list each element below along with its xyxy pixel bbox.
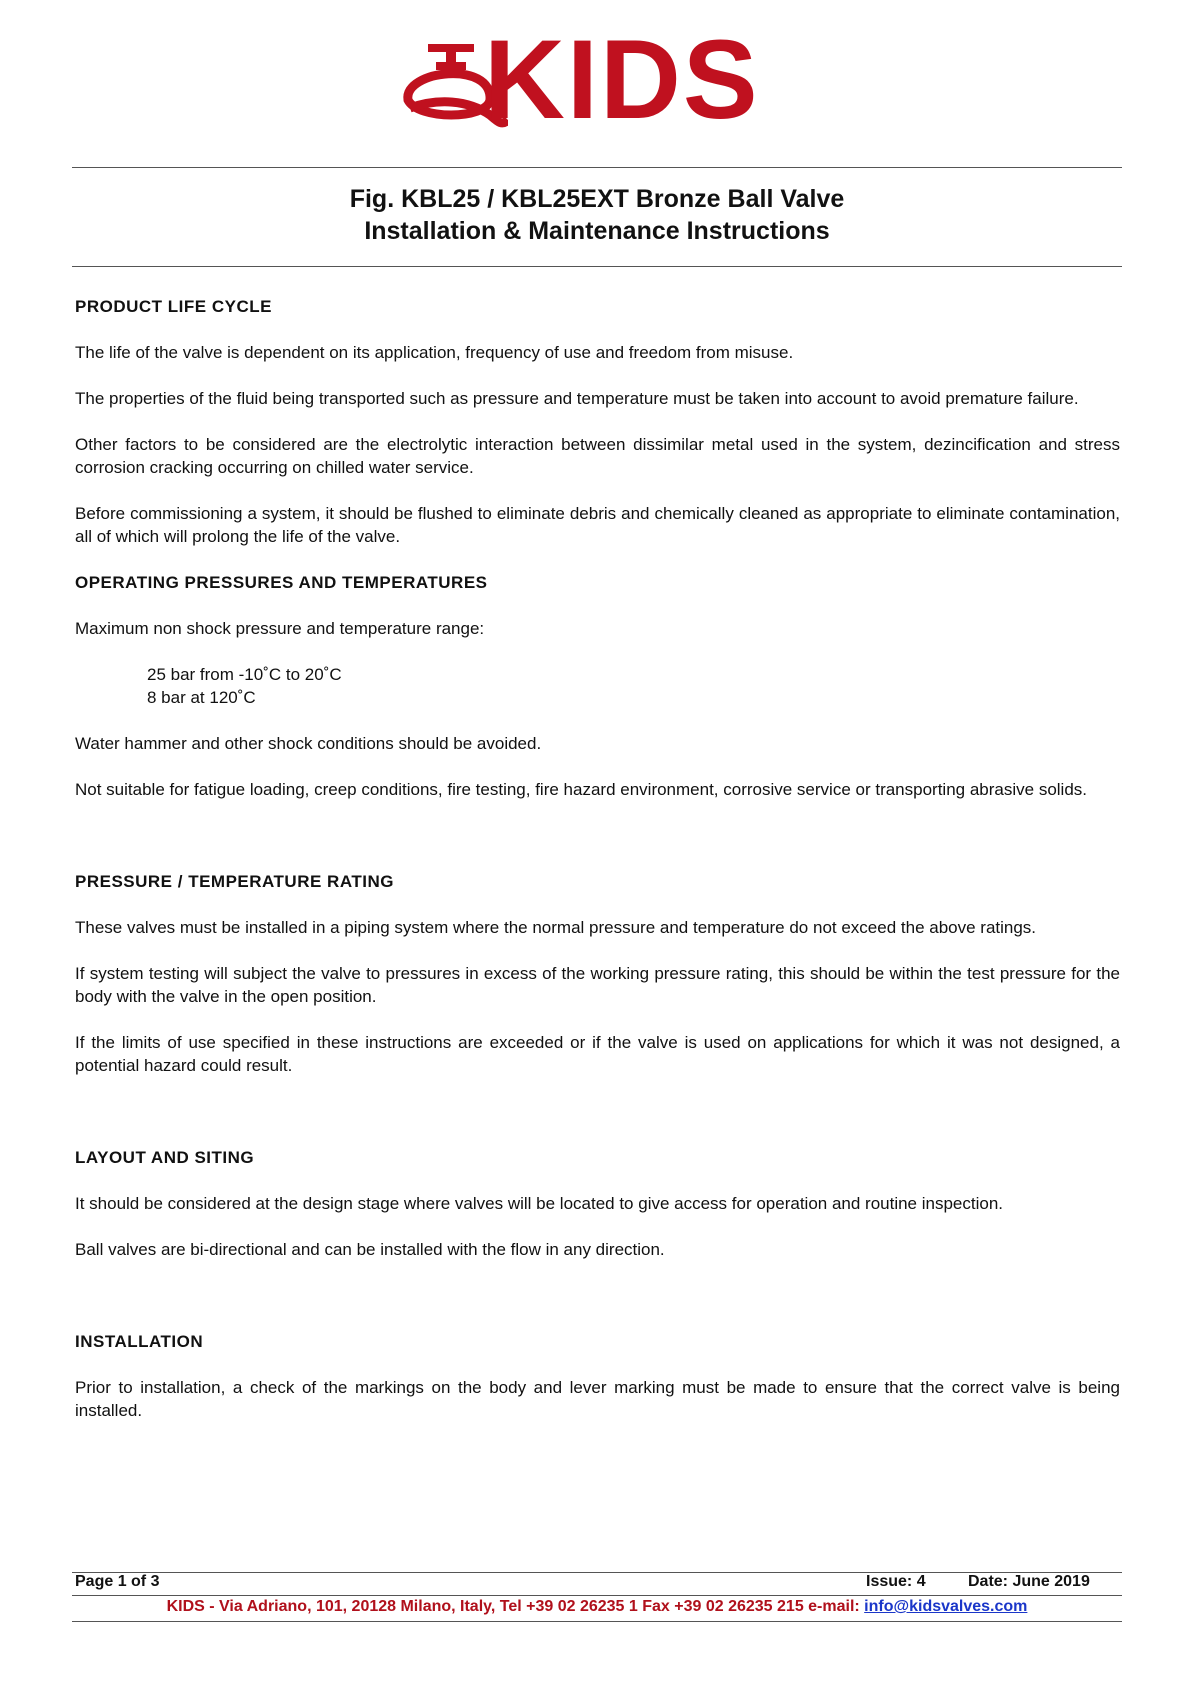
section-heading-layout: LAYOUT AND SITING bbox=[75, 1148, 255, 1167]
footer-rule bbox=[72, 1572, 1122, 1573]
paragraph: If the limits of use specified in these instructions are exceeded or if the valve is used on applications for which it was not designed, a potential hazard could result. bbox=[75, 1033, 1120, 1075]
footer-rule bbox=[72, 1621, 1122, 1622]
rating-line: 8 bar at 120˚C bbox=[147, 688, 256, 707]
logo-text: KIDS bbox=[484, 17, 760, 142]
issue-number: Issue: 4 bbox=[866, 1573, 926, 1590]
page-number: Page 1 of 3 bbox=[75, 1573, 160, 1590]
rating-line: 25 bar from -10˚C to 20˚C bbox=[147, 665, 342, 684]
paragraph: Water hammer and other shock conditions should be avoided. bbox=[75, 734, 542, 753]
paragraph: Other factors to be considered are the electrolytic interaction between dissimilar metal used in the system, dezincification and stress corrosion cracking occurring on chilled water service. bbox=[75, 435, 1120, 477]
address-text: KIDS - Via Adriano, 101, 20128 Milano, Italy, Tel +39 02 26235 1 Fax +39 02 26235 215 e-mail: bbox=[166, 1598, 865, 1615]
section-heading-life-cycle: PRODUCT LIFE CYCLE bbox=[75, 297, 272, 316]
paragraph: Maximum non shock pressure and temperature range: bbox=[75, 619, 485, 638]
paragraph: The properties of the fluid being transported such as pressure and temperature must be taken into account to avoid premature failure. bbox=[75, 389, 1079, 408]
footer-rule bbox=[72, 1595, 1122, 1596]
section-heading-installation: INSTALLATION bbox=[75, 1332, 204, 1351]
paragraph: These valves must be installed in a piping system where the normal pressure and temperature do not exceed the above ratings. bbox=[75, 918, 1037, 937]
document-title: Fig. KBL25 / KBL25EXT Bronze Ball Valve bbox=[349, 185, 845, 213]
section-heading-rating: PRESSURE / TEMPERATURE RATING bbox=[75, 872, 394, 891]
paragraph: It should be considered at the design stage where valves will be located to give access for operation and routine inspection. bbox=[75, 1194, 1004, 1213]
document-body bbox=[75, 295, 1120, 1422]
header-rule bbox=[72, 167, 1122, 168]
document-subtitle: Installation & Maintenance Instructions bbox=[364, 217, 830, 245]
paragraph: The life of the valve is dependent on its application, frequency of use and freedom from misuse. bbox=[75, 343, 794, 362]
issue-date: Date: June 2019 bbox=[968, 1573, 1090, 1590]
paragraph: Before commissioning a system, it should be flushed to eliminate debris and chemically cleaned as appropriate to eliminate contamination, all of which will prolong the life of the valve. bbox=[75, 504, 1120, 546]
paragraph: Prior to installation, a check of the markings on the body and lever marking must be made to ensure that the correct valve is being installed. bbox=[75, 1378, 1120, 1420]
kids-logo bbox=[398, 17, 790, 142]
section-heading-operating: OPERATING PRESSURES AND TEMPERATURES bbox=[75, 573, 488, 592]
paragraph: Not suitable for fatigue loading, creep conditions, fire testing, fire hazard environment, corrosive service or transporting abrasive solids. bbox=[75, 780, 1088, 799]
paragraph: Ball valves are bi-directional and can be installed with the flow in any direction. bbox=[75, 1240, 665, 1259]
company-address bbox=[72, 1598, 1122, 1616]
title-rule bbox=[72, 266, 1122, 267]
email-link[interactable]: info@kidsvalves.com bbox=[864, 1598, 1028, 1615]
paragraph: If system testing will subject the valve to pressures in excess of the working pressure rating, this should be within the test pressure for the body with the valve in the open position. bbox=[75, 964, 1120, 1006]
